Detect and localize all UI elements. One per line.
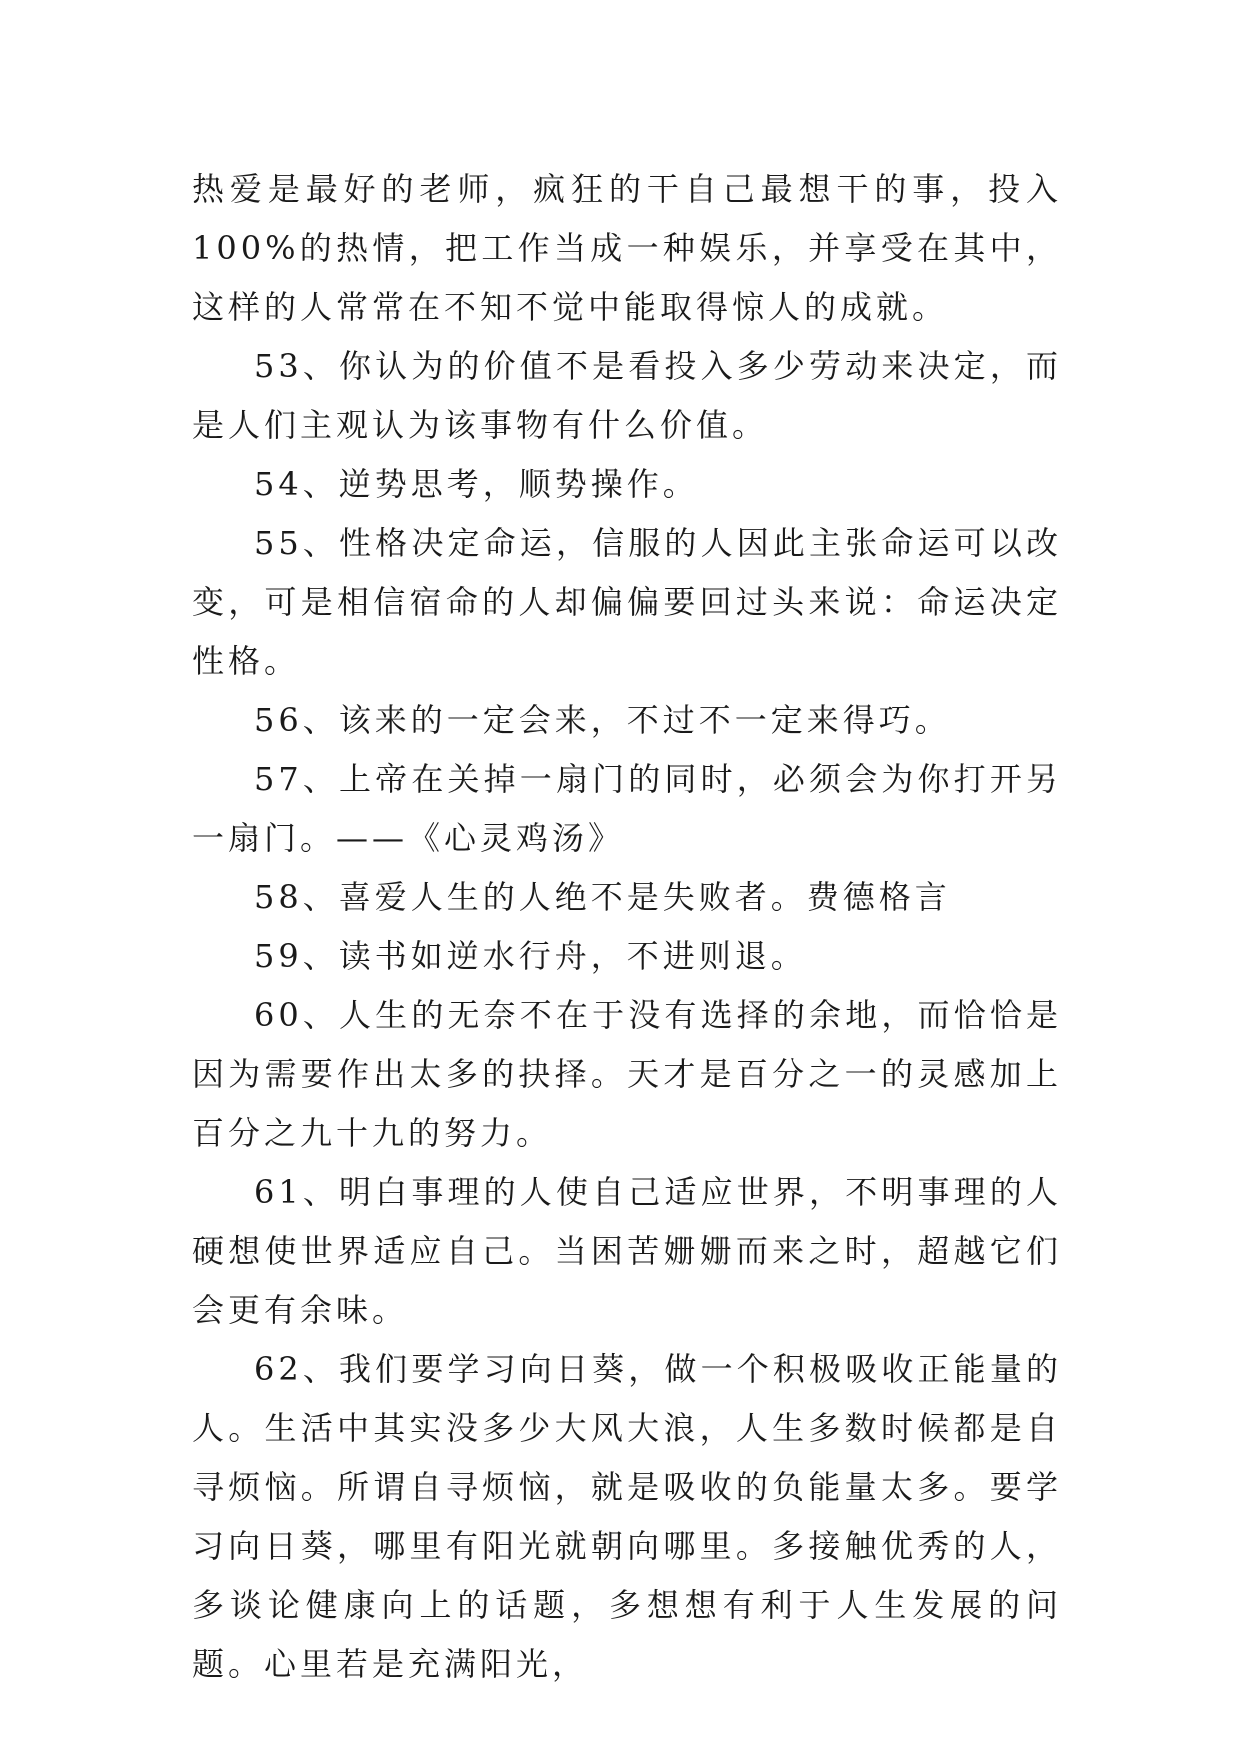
paragraph-continuation: 热爱是最好的老师，疯狂的干自己最想干的事，投入100%的热情，把工作当成一种娱乐，并享受在其中，这样的人常常在不知不觉中能取得惊人的成就。 [192,170,1062,326]
paragraph-58: 58、喜爱人生的人绝不是失败者。费德格言 [254,878,951,916]
paragraph-53: 53、你认为的价值不是看投入多少劳动来决定，而是人们主观认为该事物有什么价值。 [192,347,1062,444]
paragraph-55: 55、性格决定命运，信服的人因此主张命运可以改变，可是相信宿命的人却偏偏要回过头来说：命运决定性格。 [192,524,1062,680]
body-text [192,160,1062,1694]
paragraph-59: 59、读书如逆水行舟，不进则退。 [254,937,807,975]
paragraph-54: 54、逆势思考，顺势操作。 [254,465,699,503]
paragraph-60: 60、人生的无奈不在于没有选择的余地，而恰恰是因为需要作出太多的抉择。天才是百分之一的灵感加上百分之九十九的努力。 [192,996,1062,1152]
paragraph-56: 56、该来的一定会来，不过不一定来得巧。 [254,701,951,739]
paragraph-61: 61、明白事理的人使自己适应世界，不明事理的人硬想使世界适应自己。当困苦姗姗而来之时，超越它们会更有余味。 [192,1173,1062,1329]
paragraph-57: 57、上帝在关掉一扇门的同时，必须会为你打开另一扇门。——《心灵鸡汤》 [192,760,1062,857]
paragraph-62: 62、我们要学习向日葵，做一个积极吸收正能量的人。生活中其实没多少大风大浪，人生多数时候都是自寻烦恼。所谓自寻烦恼，就是吸收的负能量太多。要学习向日葵，哪里有阳光就朝向哪里。多接触优秀的人，多谈论健康向上的话题，多想想有利于人生发展的问题。心里若是充满阳光， [192,1350,1062,1683]
